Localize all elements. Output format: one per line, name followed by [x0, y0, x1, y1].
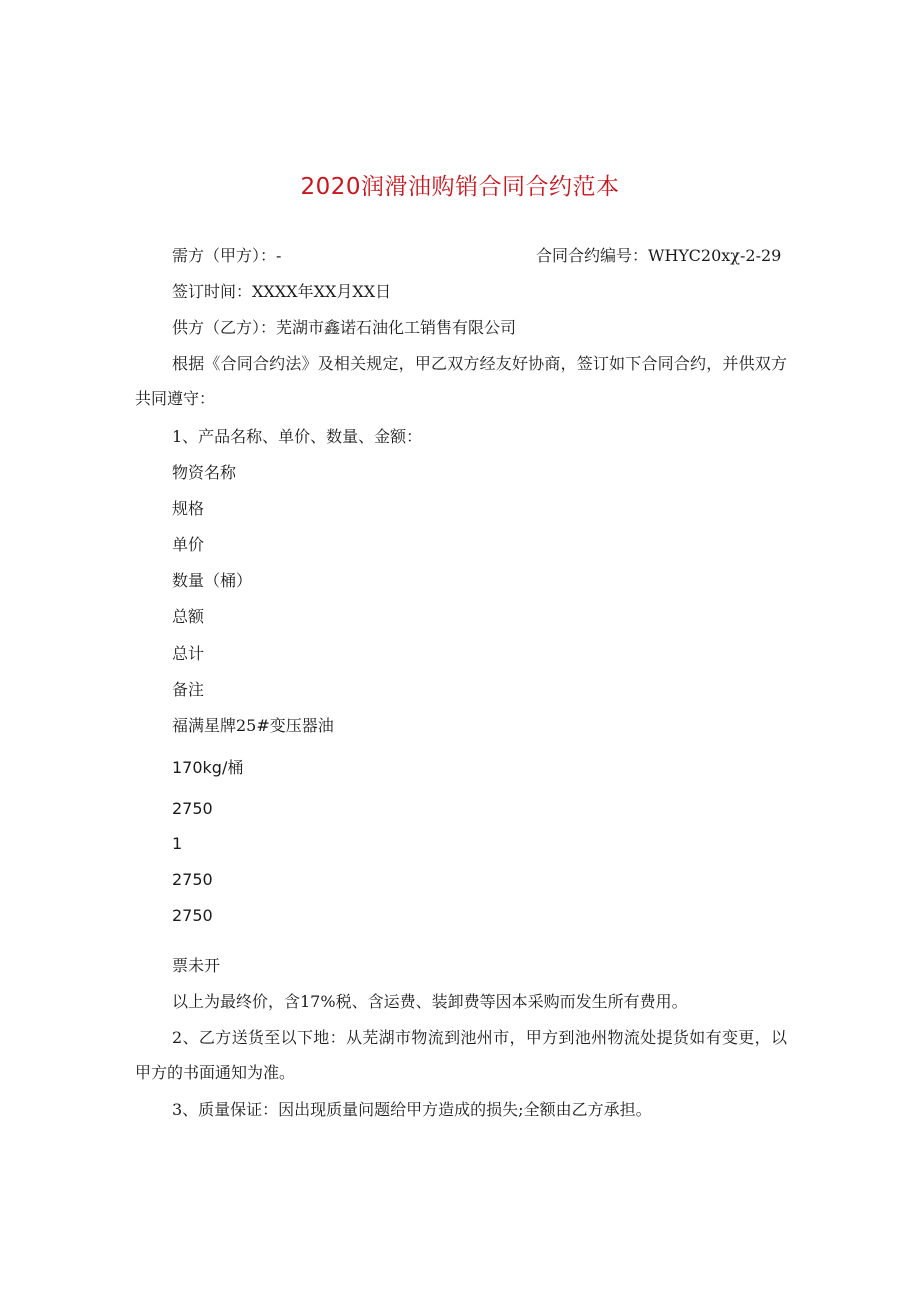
contract-number: 合同合约编号：WHYC20xχ-2-29	[536, 246, 782, 265]
header-amount: 总额	[172, 607, 205, 626]
value-total: 2750	[172, 906, 213, 925]
header-remark: 备注	[172, 680, 205, 699]
price-note: 以上为最终价，含17%税、含运费、装卸费等因本采购而发生所有费用。	[172, 992, 688, 1011]
header-total: 总计	[172, 644, 205, 663]
value-item-name: 福满星牌25#变压器油	[172, 716, 334, 735]
document-title: 2020润滑油购销合同合约范本	[300, 174, 620, 200]
value-spec: 170kg∕桶	[172, 758, 244, 777]
sign-date: 签订时间：XXXX年XX月XX日	[172, 282, 392, 301]
seller-line: 供方（乙方）：芜湖市鑫诺石油化工销售有限公司	[172, 318, 517, 337]
section-1-heading: 1、产品名称、单价、数量、金额：	[172, 427, 423, 446]
section-3-paragraph: 3、质量保证：因出现质量问题给甲方造成的损失;全额由乙方承担。	[172, 1100, 652, 1119]
intro-paragraph: 根据《合同合约法》及相关规定，甲乙双方经友好协商，签订如下合同合约，并供双方共同遵守：	[135, 354, 787, 408]
section-2-paragraph: 2、乙方送货至以下地：从芜湖市物流到池州市，甲方到池州物流处提货如有变更，以甲方的书面通知为准。	[135, 1028, 787, 1082]
header-quantity: 数量（桶）	[172, 571, 253, 590]
header-item-name: 物资名称	[172, 463, 237, 482]
value-unit-price: 2750	[172, 799, 213, 818]
buyer-line: 需方（甲方）：-	[172, 246, 282, 265]
value-amount: 2750	[172, 870, 213, 889]
header-unit-price: 单价	[172, 535, 205, 554]
header-spec: 规格	[172, 499, 205, 518]
value-quantity: 1	[172, 834, 183, 853]
value-remark: 票未开	[172, 956, 221, 975]
